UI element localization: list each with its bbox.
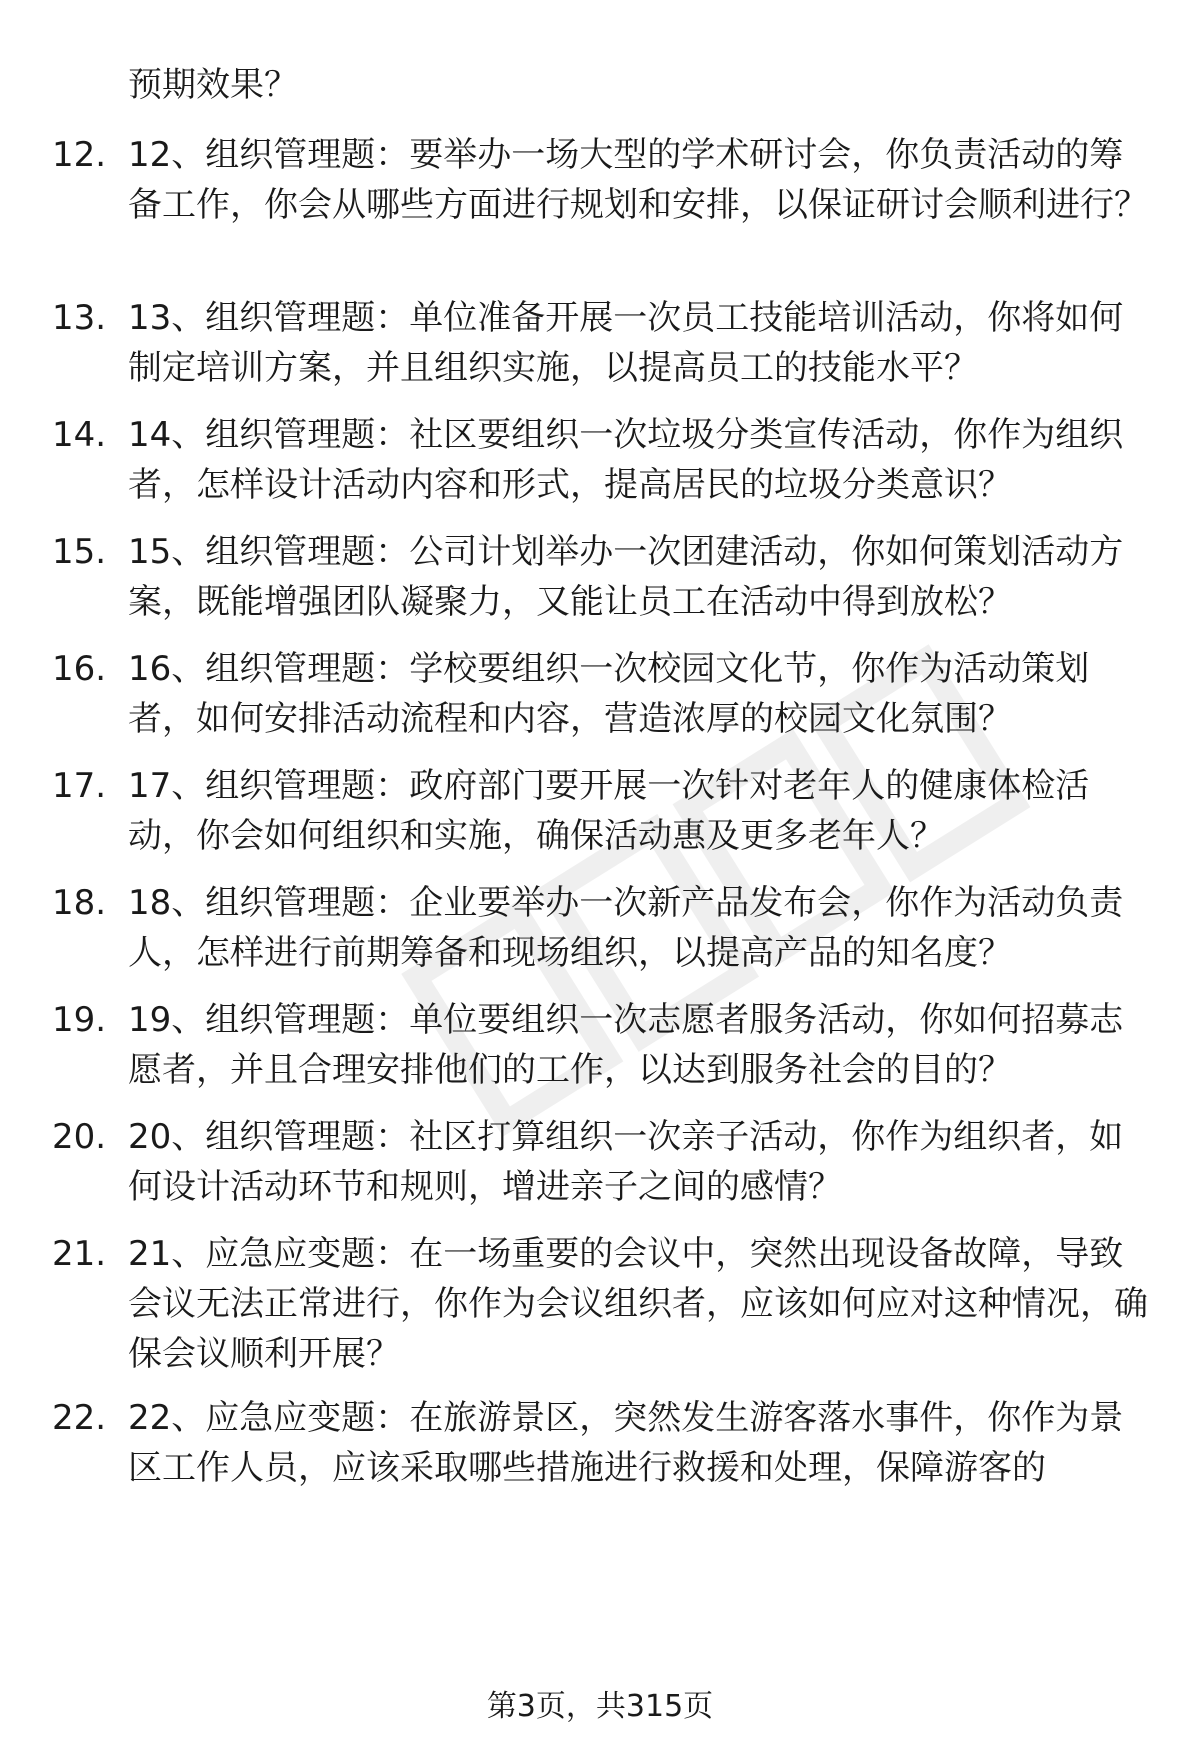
question-text: 13、组织管理题：单位准备开展一次员工技能培训活动，你将如何制定培训方案，并且组织实施，以提高员工的技能水平？ xyxy=(128,298,1124,388)
question-number: 19. xyxy=(52,1000,107,1040)
question-number: 12. xyxy=(52,135,107,175)
question-text: 17、组织管理题：政府部门要开展一次针对老年人的健康体检活动，你会如何组织和实施，确保活动惠及更多老年人？ xyxy=(128,766,1090,856)
question-number: 14. xyxy=(52,415,107,455)
question-text: 20、组织管理题：社区打算组织一次亲子活动，你作为组织者，如何设计活动环节和规则，增进亲子之间的感情？ xyxy=(128,1117,1124,1207)
question-text: 18、组织管理题：企业要举办一次新产品发布会，你作为活动负责人，怎样进行前期筹备和现场组织，以提高产品的知名度？ xyxy=(128,883,1124,973)
question-number: 20. xyxy=(52,1117,107,1157)
question-number: 13. xyxy=(52,298,107,338)
question-number: 17. xyxy=(52,766,107,806)
question-number: 15. xyxy=(52,532,107,572)
question-number: 21. xyxy=(52,1234,107,1274)
question-number: 22. xyxy=(52,1398,107,1438)
question-text: 12、组织管理题：要举办一场大型的学术研讨会，你负责活动的筹备工作，你会从哪些方面进行规划和安排，以保证研讨会顺利进行？ xyxy=(128,135,1148,225)
continuation-text: 预期效果？ xyxy=(128,65,298,105)
question-text: 15、组织管理题：公司计划举办一次团建活动，你如何策划活动方案，既能增强团队凝聚力，又能让员工在活动中得到放松？ xyxy=(128,532,1124,622)
question-text: 22、应急应变题：在旅游景区，突然发生游客落水事件，你作为景区工作人员，应该采取哪些措施进行救援和处理，保障游客的 xyxy=(128,1398,1124,1488)
question-number: 16. xyxy=(52,649,107,689)
question-number: 18. xyxy=(52,883,107,923)
question-text: 14、组织管理题：社区要组织一次垃圾分类宣传活动，你作为组织者，怎样设计活动内容和形式，提高居民的垃圾分类意识？ xyxy=(128,415,1124,505)
question-text: 19、组织管理题：单位要组织一次志愿者服务活动，你如何招募志愿者，并且合理安排他们的工作，以达到服务社会的目的？ xyxy=(128,1000,1124,1090)
question-text: 16、组织管理题：学校要组织一次校园文化节，你作为活动策划者，如何安排活动流程和内容，营造浓厚的校园文化氛围？ xyxy=(128,649,1090,739)
page-footer: 第3页，共315页 xyxy=(486,1689,714,1724)
question-text: 21、应急应变题：在一场重要的会议中，突然出现设备故障，导致会议无法正常进行，你作为会议组织者，应该如何应对这种情况，确保会议顺利开展？ xyxy=(128,1234,1148,1374)
